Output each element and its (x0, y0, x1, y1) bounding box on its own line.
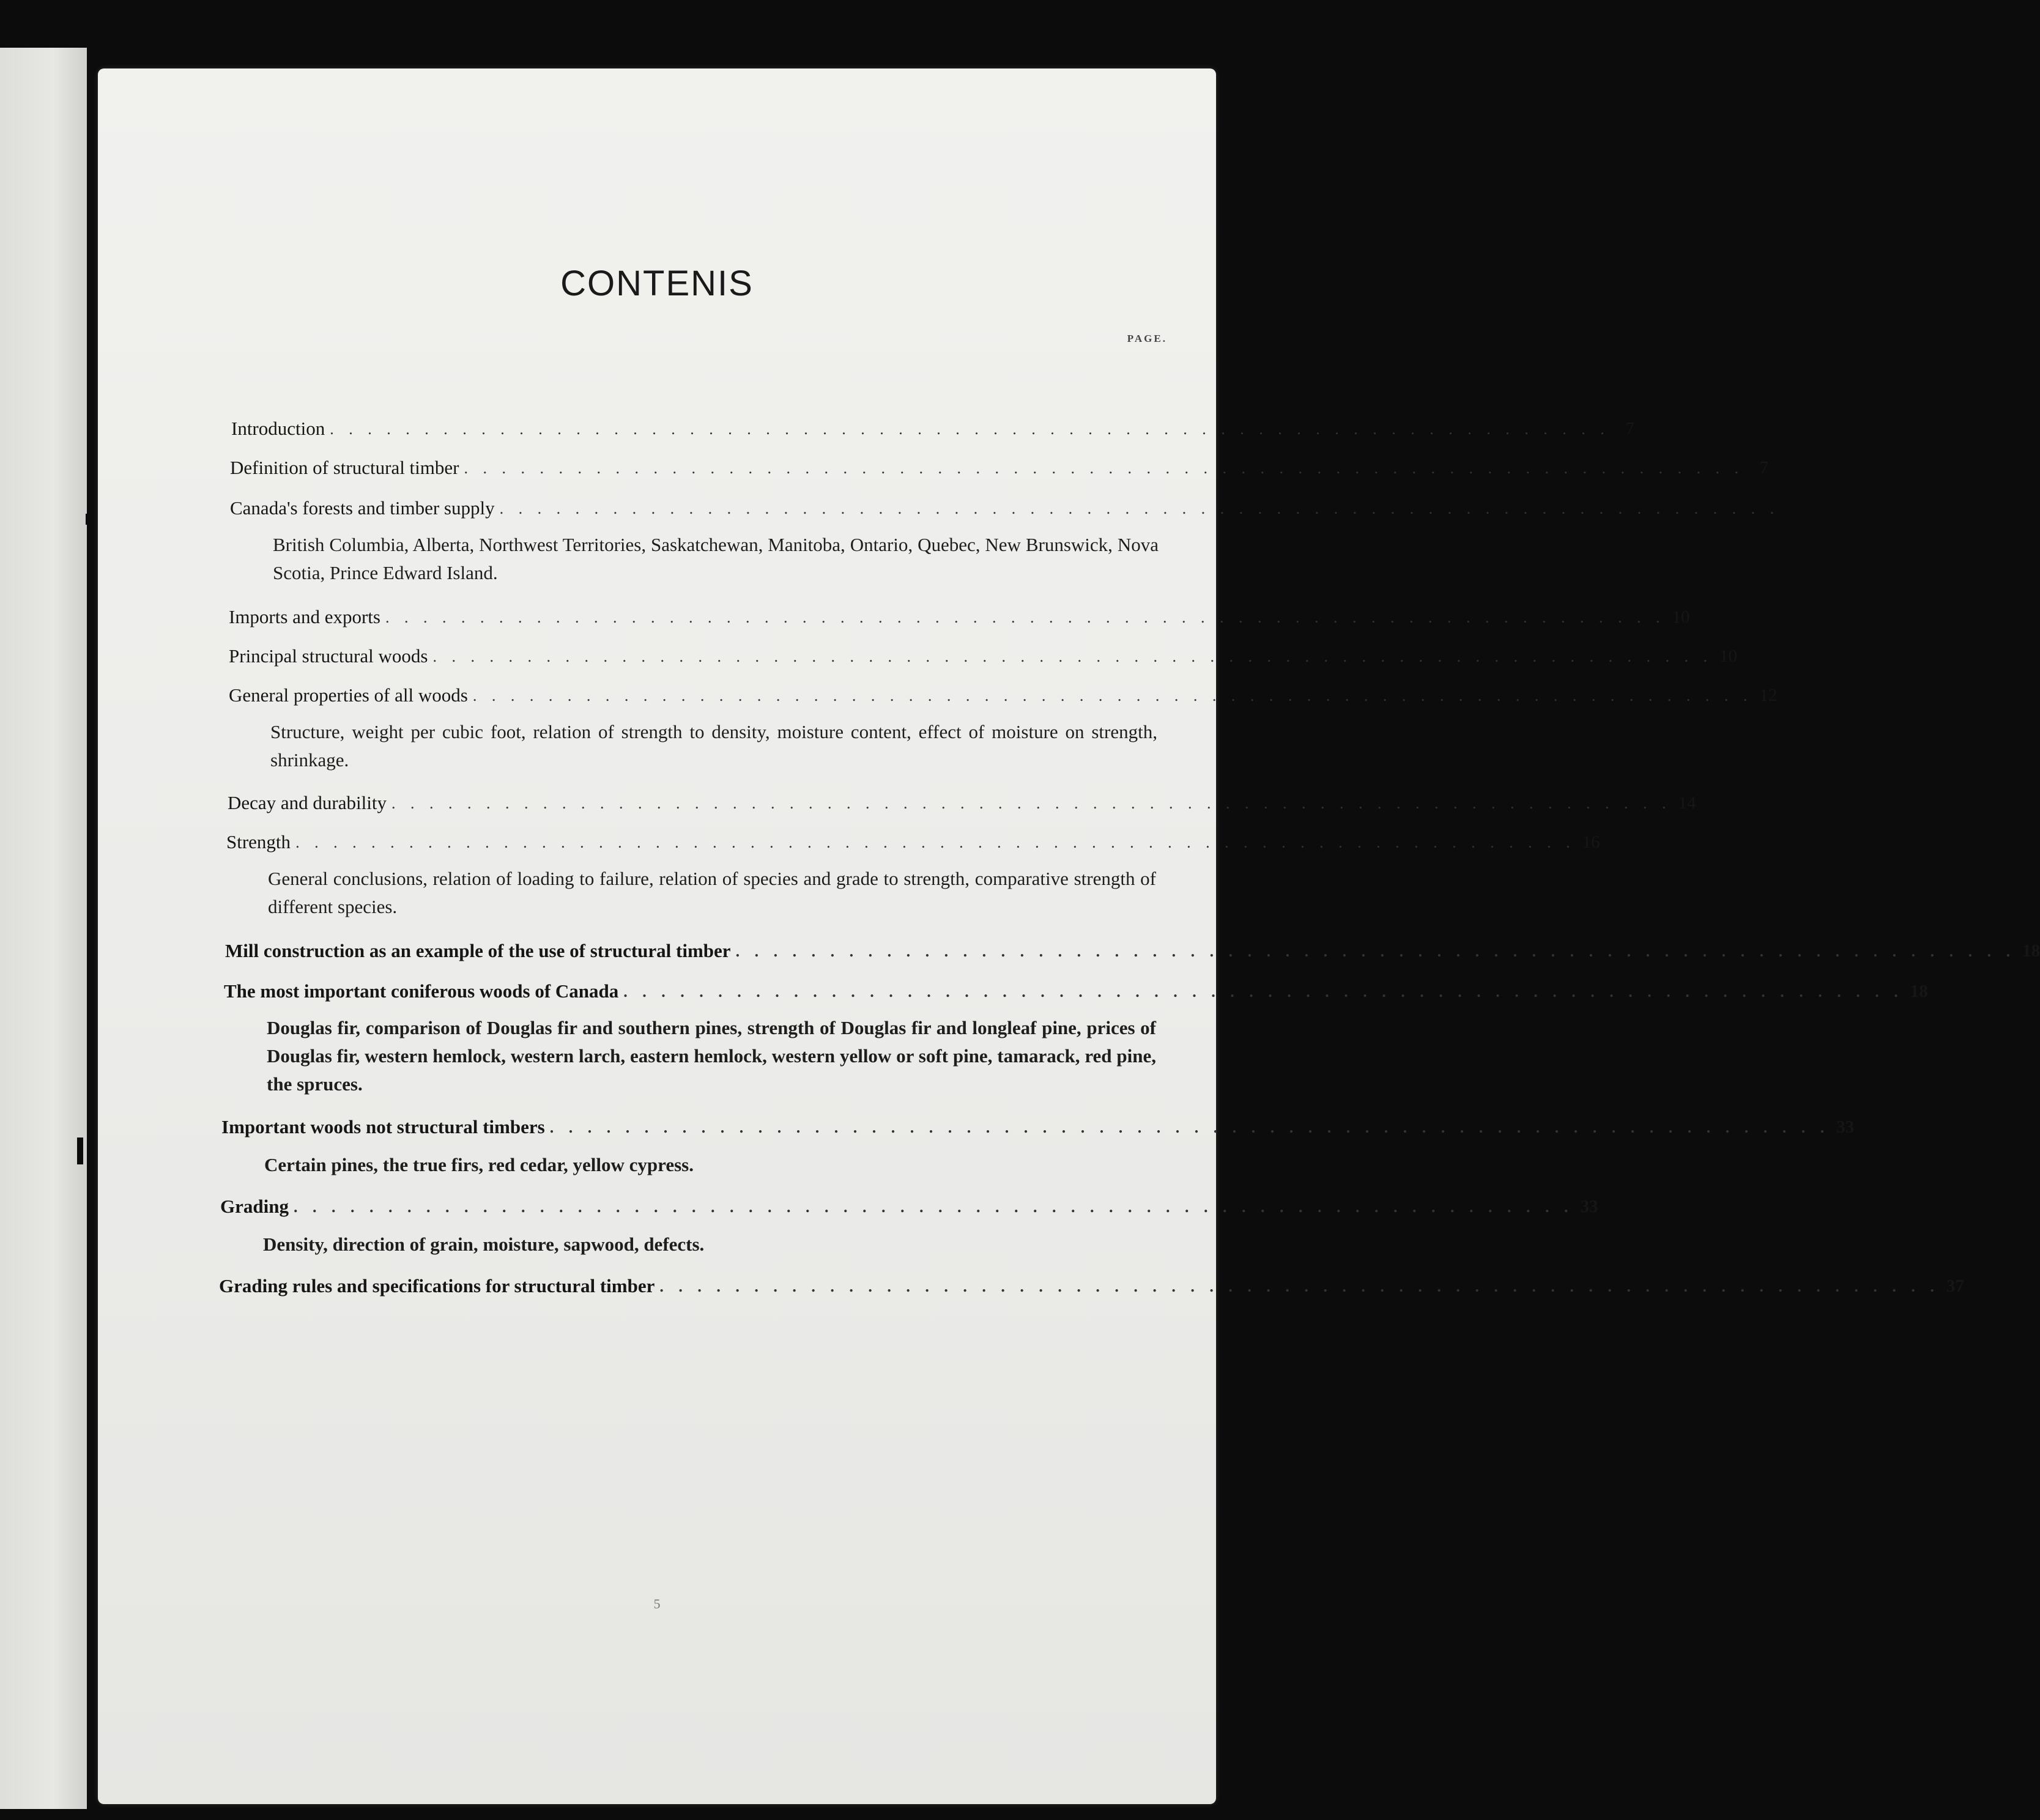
toc-subentry-provinces: British Columbia, Alberta, Northwest Territories, Saskatchewan, Manitoba, Ontario, Quebec, New Brunswick, Nova Scotia, Prince Edward Island. (273, 534, 1159, 583)
toc-entry-label: Strength (226, 831, 291, 853)
toc-entry-label: Decay and durability (228, 792, 387, 813)
toc-subentry-strength: General conclusions, relation of loading to failure, relation of species and grade to strength, comparative strength of different species. (268, 868, 1156, 917)
dot-leader: . . . . . . . . . . . . . . . . . . . . . . . . . . . . . . . . . . . . . . . . . . . . . . . . . . . . . . . . . . . . . . . . . . . . (432, 648, 1713, 665)
toc-entry-page: 18 (1910, 982, 1928, 1002)
page-number: 5 (653, 1596, 661, 1611)
toc-entry-label: Definition of structural timber (230, 457, 459, 478)
toc-entry-page: 14 (1678, 793, 1696, 813)
toc-entry-grading (220, 1195, 1598, 1218)
toc-entry-page: 33 (1580, 1197, 1598, 1217)
toc-entry-strength (226, 830, 1600, 853)
toc-entry-grading-rules (219, 1274, 1964, 1297)
toc-subentry-douglas-fir: Douglas fir, comparison of Douglas fir and southern pines, strength of Douglas fir and longleaf pine, prices of Douglas fir, western hemlock, western larch, eastern hemlock, western yellow or soft pine, tamarack, red pine, the spruces. (267, 1017, 1156, 1095)
toc-entry-label: Introduction (231, 418, 325, 439)
toc-entry-introduction (231, 417, 1634, 440)
document-page (98, 68, 2040, 1804)
toc-entry-label: Canada's forests and timber supply (230, 497, 495, 519)
toc-entry-label: Mill construction as an example of the use of structural timber (225, 940, 731, 961)
page-column-header: PAGE. (1127, 333, 1167, 344)
dot-leader: . . . . . . . . . . . . . . . . . . . . . . . . . . . . . . . . . . . . . . . . . . . . . . . . . . . . . . . . . . . . . . . . . . . . (623, 983, 1904, 1001)
toc-entry-imports (229, 605, 1690, 628)
toc-entry-label: Principal structural woods (229, 645, 428, 667)
dot-leader: . . . . . . . . . . . . . . . . . . . . . . . . . . . . . . . . . . . . . . . . . . . . . . . . . . . . . . . . . . . . . . . . . . . . (735, 942, 2016, 960)
dot-leader: . . . . . . . . . . . . . . . . . . . . . . . . . . . . . . . . . . . . . . . . . . . . . . . . . . . . . . . . . . . . . . . . . . . . (472, 687, 1753, 705)
dot-leader: . . . . . . . . . . . . . . . . . . . . . . . . . . . . . . . . . . . . . . . . . . . . . . . . . . . . . . . . . . . . . . . . . . . . (295, 834, 1576, 851)
toc-entry-page: 7 (1759, 458, 1768, 478)
toc-entry-definition (230, 456, 1768, 479)
toc-entry-page: 18 (2022, 941, 2040, 961)
dot-leader: . . . . . . . . . . . . . . . . . . . . . . . . . . . . . . . . . . . . . . . . . . . . . . . . . . . . . . . . . . . . . . . . . . . . (293, 1198, 1574, 1216)
toc-entry-general-properties (229, 684, 1778, 706)
toc-entry-coniferous-woods (224, 980, 1928, 1002)
dot-leader: . . . . . . . . . . . . . . . . . . . . . . . . . . . . . . . . . . . . . . . . . . . . . . . . . . . . . . . . . . . . . . . . . . . . (330, 420, 1610, 438)
toc-subentry-pines: Certain pines, the true firs, red cedar, yellow cypress. (264, 1154, 694, 1175)
dot-leader: . . . . . . . . . . . . . . . . . . . . . . . . . . . . . . . . . . . . . . . . . . . . . . . . . . . . . . . . . . . . . . . . . . . . (385, 609, 1666, 626)
dot-leader: . . . . . . . . . . . . . . . . . . . . . . . . . . . . . . . . . . . . . . . . . . . . . . . . . . . . . . . . . . . . . . . . . . . . (549, 1119, 1830, 1136)
toc-entry-page: 37 (1946, 1276, 1964, 1297)
toc-entry-label: The most important coniferous woods of Canada (224, 980, 619, 1002)
dot-leader: . . . . . . . . . . . . . . . . . . . . . . . . . . . . . . . . . . . . . . . . . . . . . . . . . . . . . . . . . . . . . . . . . . . . (499, 500, 1780, 517)
toc-entry-page: 12 (1759, 686, 1778, 706)
scan-mark (77, 1138, 83, 1164)
toc-entry-principal-woods (229, 645, 1737, 667)
toc-entry-page: 16 (1582, 832, 1600, 853)
toc-entry-label: Grading rules and specifications for structural timber (219, 1275, 655, 1297)
toc-entry-label: Grading (220, 1196, 289, 1217)
toc-entry-page: 7 (1625, 419, 1634, 439)
toc-entry-label: Important woods not structural timbers (221, 1116, 545, 1138)
page-title: CONTENIS (560, 264, 754, 303)
toc-entry-mill-construction (225, 939, 2040, 962)
toc-entry-page: 10 (1719, 646, 1737, 667)
scan-mark (553, 0, 560, 6)
toc-entry-label: Imports and exports (229, 606, 380, 627)
toc-entry-forests (230, 497, 1780, 519)
previous-page-edge (0, 48, 87, 1809)
toc-entry-decay (228, 791, 1696, 814)
toc-entry-page: 10 (1672, 607, 1690, 627)
toc-entry-label: General properties of all woods (229, 684, 468, 706)
dot-leader: . . . . . . . . . . . . . . . . . . . . . . . . . . . . . . . . . . . . . . . . . . . . . . . . . . . . . . . . . . . . . . . . . . . . (659, 1278, 1940, 1295)
dot-leader: . . . . . . . . . . . . . . . . . . . . . . . . . . . . . . . . . . . . . . . . . . . . . . . . . . . . . . . . . . . . . . . . . . . . (391, 794, 1672, 812)
toc-subentry-structure: Structure, weight per cubic foot, relation of strength to density, moisture content, effect of moisture on strength, shrinkage. (270, 721, 1157, 771)
toc-subentry-density: Density, direction of grain, moisture, sapwood, defects. (263, 1234, 705, 1255)
toc-entry-nonstructural-woods (221, 1115, 1855, 1138)
scan-mark (86, 514, 91, 525)
toc-entry-page: 33 (1836, 1117, 1855, 1138)
dot-leader: . . . . . . . . . . . . . . . . . . . . . . . . . . . . . . . . . . . . . . . . . . . . . . . . . . . . . . . . . . . . . . . . . . . . (464, 459, 1744, 477)
